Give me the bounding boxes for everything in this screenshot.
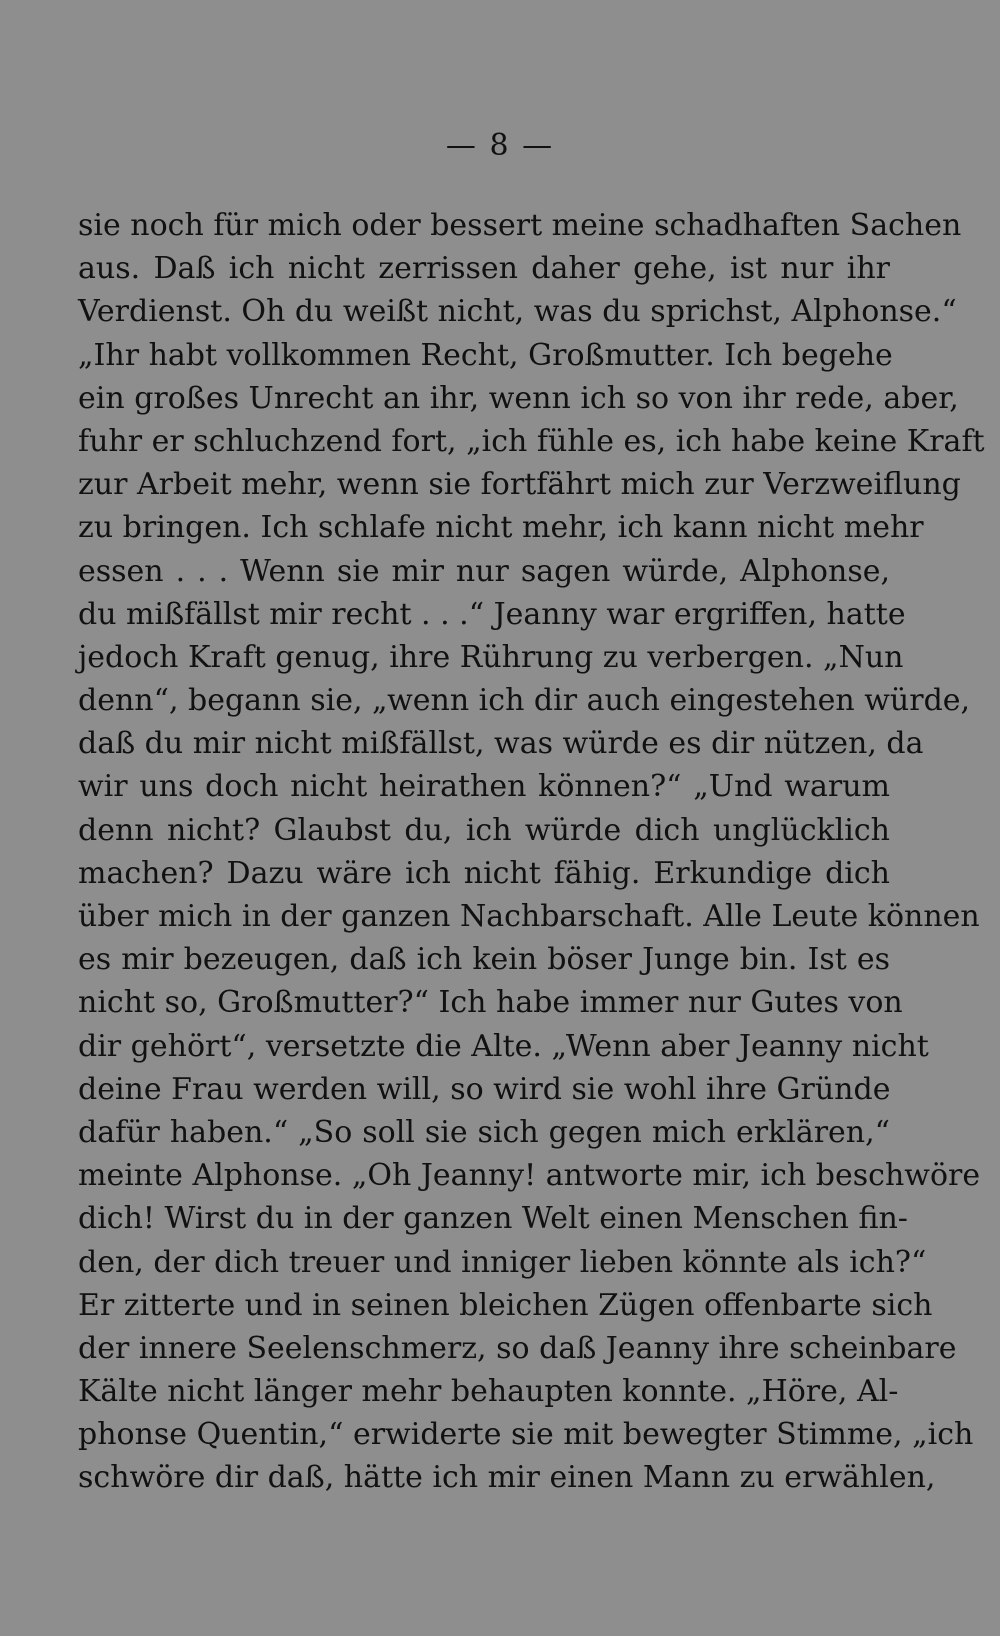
text-line: wir uns doch nicht heirathen können?“ „Und warum [78, 769, 890, 805]
text-line: fuhr er schluchzend fort, „ich fühle es, ich habe keine Kraft [78, 423, 985, 459]
text-line: Er zitterte und in seinen bleichen Zügen offenbarte sich [78, 1287, 933, 1323]
text-line: schwöre dir daß, hätte ich mir einen Mann zu erwählen, [78, 1460, 936, 1496]
text-line: du mißfällst mir recht . . .“ Jeanny war ergriffen, hatte [78, 596, 906, 632]
text-line: jedoch Kraft genug, ihre Rührung zu verbergen. „Nun [78, 639, 904, 675]
text-line: phonse Quentin,“ erwiderte sie mit bewegter Stimme, „ich [78, 1417, 974, 1453]
text-line: dafür haben.“ „So soll sie sich gegen mich erklären,“ [78, 1114, 890, 1150]
text-line: „Ihr habt vollkommen Recht, Großmutter. Ich begehe [78, 337, 893, 373]
text-line: Kälte nicht länger mehr behaupten konnte. „Höre, Al- [78, 1374, 899, 1410]
text-line: denn nicht? Glaubst du, ich würde dich unglücklich [78, 812, 890, 848]
text-line: aus. Daß ich nicht zerrissen daher gehe, ist nur ihr [78, 251, 890, 287]
text-line: daß du mir nicht mißfällst, was würde es dir nützen, da [78, 726, 924, 762]
body-text [78, 204, 985, 1500]
text-line: essen . . . Wenn sie mir nur sagen würde, Alphonse, [78, 553, 890, 589]
text-line: deine Frau werden will, so wird sie wohl ihre Gründe [78, 1071, 891, 1107]
text-line: machen? Dazu wäre ich nicht fähig. Erkundige dich [78, 855, 890, 891]
text-line: zu bringen. Ich schlafe nicht mehr, ich kann nicht mehr [78, 510, 924, 546]
text-line: ein großes Unrecht an ihr, wenn ich so von ihr rede, aber, [78, 380, 959, 416]
text-line: den, der dich treuer und inniger lieben könnte als ich?“ [78, 1244, 927, 1280]
text-line: dir gehört“, versetzte die Alte. „Wenn aber Jeanny nicht [78, 1028, 929, 1064]
text-line: Verdienst. Oh du weißt nicht, was du sprichst, Alphonse.“ [78, 294, 957, 330]
text-line: meinte Alphonse. „Oh Jeanny! antworte mir, ich beschwöre [78, 1158, 981, 1194]
text-line: sie noch für mich oder bessert meine schadhaften Sachen [78, 208, 962, 243]
text-line: nicht so, Großmutter?“ Ich habe immer nur Gutes von [78, 985, 903, 1021]
text-line: dich! Wirst du in der ganzen Welt einen Menschen fin- [78, 1201, 908, 1237]
page-number-header: — 8 — [445, 128, 555, 163]
text-line: über mich in der ganzen Nachbarschaft. Alle Leute können [78, 899, 980, 934]
text-line: es mir bezeugen, daß ich kein böser Junge bin. Ist es [78, 942, 890, 978]
text-line: denn“, begann sie, „wenn ich dir auch eingestehen würde, [78, 683, 971, 719]
text-line: der innere Seelenschmerz, so daß Jeanny ihre scheinbare [78, 1330, 957, 1366]
text-line: zur Arbeit mehr, wenn sie fortfährt mich zur Verzweiflung [78, 467, 961, 503]
